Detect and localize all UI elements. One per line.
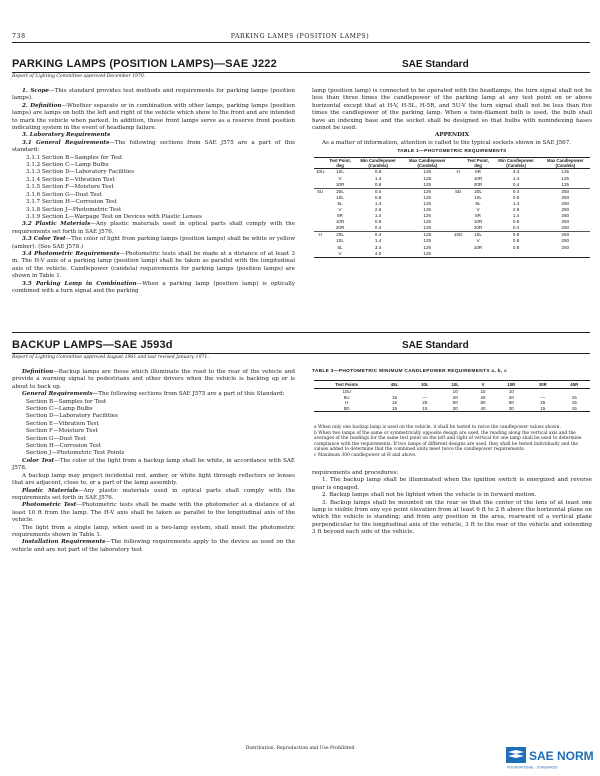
table1-cell: 5D (455, 188, 462, 194)
table1-cell (314, 225, 326, 232)
table3-cell: 15 (571, 400, 577, 406)
paragraph-text: —When a parking lamp (position lamp) is optically combined with a turn signal and the parking (12, 280, 295, 294)
table3-footnote: a When only one backup lamp is used on the vehicle, it shall be tested to twice the candlepower values shown. (314, 425, 561, 430)
paragraph (12, 473, 295, 488)
table3-cell: 15 (527, 406, 558, 412)
table3-cell: 25 (422, 400, 428, 406)
paragraph (12, 281, 295, 296)
paragraph (312, 477, 592, 492)
paragraph (12, 450, 295, 457)
section1-title: PARKING LAMPS (POSITION LAMPS)—SAE J222 (12, 58, 277, 70)
table3-header-cell: 45R (559, 381, 591, 389)
table1-cell: 3.4 (374, 244, 382, 250)
table1-header-cell: Test Point, deg (329, 158, 351, 169)
table1-cell (452, 251, 464, 258)
paragraph-text: 1. The backup lamp shall be illuminated when the ignition switch is energized and reverse gear is engaged. (312, 477, 592, 491)
table3-cell: 30 (496, 406, 527, 412)
table1-cell: 10L (336, 169, 344, 175)
table1-cell: 125 (561, 181, 570, 187)
paragraph-text: Section B—Samples for Test (26, 398, 107, 405)
section2-standard-label: SAE Standard (402, 340, 469, 351)
table1 (314, 157, 590, 258)
table1-header-cell: Min Candlepower (Candela) (498, 158, 534, 169)
paragraph-heading: 3.5 Parking Lamp in Combination (22, 280, 137, 287)
section1-title-rule (12, 72, 590, 73)
table1-cell: 4.0 (374, 250, 382, 256)
paragraph-text: —The following sections from SAE J575 are a part of this standard: (12, 139, 295, 154)
table1-cell: 250 (561, 194, 570, 200)
table3-cell: 10 (452, 389, 458, 394)
table3-cell: 15 (391, 394, 398, 400)
paragraph-text: 3.1.8 Section J—Photometric Test (26, 206, 122, 213)
table1-cell: 250 (561, 232, 570, 238)
table1-cell (464, 251, 491, 258)
table1-cell: 0.8 (374, 219, 382, 225)
paragraph-heading: Definition (22, 369, 54, 375)
table1-header-cell (452, 158, 464, 169)
paragraph (12, 399, 295, 406)
table3-cell: 15 (379, 406, 409, 412)
paragraph (12, 169, 295, 176)
paragraph (12, 413, 295, 420)
table3-cell: 5U (343, 394, 350, 400)
table3-footnotes (314, 425, 590, 459)
paragraph-text: —The following sections from SAE J575 are a part of this Standard: (92, 391, 285, 398)
table1-cell: 10L (336, 194, 344, 200)
paragraph-text: Section E—Vibration Test (26, 420, 99, 427)
table3-footnote: b When two lamps of the same or symmetrically opposite design are used, the reading along the vertical axis and the averages of the readings for the same test point on the left and right of vertical for one lamp shall be used to determine compliance with the requirements. If two lamps of different designs are used, they shall be tested individually and the values added to determine that the combined units meet twice the candlepower requirements. (314, 430, 582, 453)
table1-cell: 20L (336, 232, 344, 238)
paragraph-text: —The color of light from parking lamps (position lamps) shall be white or yellow (amber). (See SAE J578.) (12, 236, 295, 250)
section2-title: BACKUP LAMPS—SAE J593d (12, 339, 173, 351)
table1-cell: 250 (561, 238, 570, 244)
table1-cell: 125 (423, 169, 432, 175)
paragraph (12, 103, 295, 133)
table1-cell: 5L (337, 244, 343, 250)
table3-cell: 15 (391, 400, 398, 406)
paragraph-text: requirements and procedures: (312, 470, 399, 476)
paragraph-text: 3.1.9 Section L—Warpage Test on Devices with Plastic Lenses (26, 213, 202, 220)
paragraph-text: —Whether separate or in combination with other lamps, parking lamps (position lamps) are lamps on both the left and right of the vehicle which show to the front and are intended to mark the vehicle when parked. In addition, these front lamps serve as a reserve front position indicating system in the event of headlamp failure. (12, 102, 295, 132)
table1-row (314, 182, 590, 189)
paragraph-text: Section J—Photometric Test Points (26, 450, 125, 457)
paragraph (12, 428, 295, 435)
table1-cell: 125 (423, 225, 432, 231)
table1-cell: 1.4 (374, 238, 382, 244)
paragraph-heading: General Requirements (22, 391, 93, 398)
table1-cell: 250 (561, 219, 570, 225)
paragraph (12, 421, 295, 428)
table1-cell: 125 (423, 238, 432, 244)
section2-report-note: Report of Lighting Committee approved August 1961 and last revised January 1971. (12, 355, 209, 360)
table1-cell: 125 (423, 200, 432, 206)
paragraph-text: —The color of the light from a backup lamp shall be white, in accordance with SAE J578. (12, 457, 296, 472)
paragraph-heading: Installation Requirements (22, 539, 106, 546)
table1-header-cell: Max Candlepower (Candela) (546, 158, 584, 169)
table1-cell: 125 (423, 244, 432, 250)
table3-cell: 30 (440, 406, 470, 412)
table1-cell: V (338, 175, 342, 181)
table1-cell: 10U (316, 169, 325, 175)
paragraph (12, 207, 295, 214)
paragraph-heading: 3.4 Photometric Requirements (22, 250, 120, 257)
paragraph (12, 140, 295, 155)
paragraph (312, 492, 592, 499)
table3-cell: 50 (452, 400, 458, 406)
paragraph-text: 3.1.2 Section C—Lamp Bulbs (26, 162, 109, 169)
section2-right-column (312, 470, 592, 537)
table3-cell: 25 (540, 400, 546, 406)
table1-cell: 20L (336, 188, 344, 194)
table3-header-cell: Test Points (314, 381, 379, 389)
paragraph (12, 132, 295, 139)
paragraph-text: Section G—Dust Test (26, 435, 86, 442)
table1-cell: 5U (317, 188, 324, 194)
table1-cell: 250 (561, 225, 570, 231)
table1-cell: 10R (473, 219, 483, 225)
table1-cell: 125 (423, 175, 432, 181)
section-divider (12, 332, 590, 333)
paragraph (12, 502, 295, 524)
paragraph-text: —Backup lamps are those which illuminate the road to the rear of the vehicle and provide a warning signal to pedestrians and other drivers when the vehicle is backing up or is about to back up. (12, 369, 295, 390)
table1-cell: 250 (561, 200, 570, 206)
table3-footnote: c Maximum 300 candlepower at H and above. (314, 452, 417, 458)
table1-cell: 10R (335, 219, 345, 225)
table1-header-cell: Min Candlepower (Candela) (360, 158, 396, 169)
paragraph-text: Section H—Corrosion Test (26, 443, 102, 450)
table1-cell: 0.8 (512, 232, 520, 238)
paragraph (12, 406, 295, 413)
table3-cell: H (345, 400, 349, 406)
table1-cell: 125 (423, 194, 432, 200)
table1-cell (541, 251, 590, 258)
table3-row (314, 406, 590, 412)
table3-cell: — (422, 394, 428, 400)
paragraph-text: Section C—Lamp Bulbs (26, 406, 93, 413)
table1-cell: 0.8 (512, 238, 520, 244)
section1-report-note: Report of Lighting Committee approved December 1970. (12, 74, 146, 79)
paragraph-heading: Color Test (22, 457, 55, 464)
logo-subtext: INTERNATIONAL · STANDARDS (507, 765, 558, 770)
paragraph (12, 236, 295, 251)
paragraph-text: 3.1.3 Section D—Laboratory Facilities (26, 169, 134, 176)
table3-cell: 5D (314, 406, 379, 412)
paragraph (12, 539, 295, 554)
paragraph (12, 525, 295, 540)
table1-cell: 1.4 (512, 213, 520, 219)
table3-cell: 25 (480, 394, 486, 400)
table1-cell: 10L (474, 232, 482, 238)
table1-cell: 20R (335, 225, 345, 231)
table1-cell (452, 182, 464, 189)
table1-cell (314, 182, 326, 189)
table1-cell: 0.8 (374, 169, 382, 175)
paragraph (312, 470, 592, 477)
table1-cell: 20R (473, 225, 483, 231)
table1-cell: 1.4 (512, 175, 520, 181)
table3-cell: 15 (559, 406, 591, 412)
logo-text: SAE NORM (529, 749, 594, 763)
sae-logo-icon (506, 744, 596, 770)
table1-cell: 5R (337, 213, 343, 219)
paragraph-text: The light from a single lamp, when used in a two-lamp system, shall meet the photometric requirements shown in Table 1. (12, 524, 295, 538)
table1-cell: 125 (561, 175, 570, 181)
paragraph (12, 251, 295, 281)
table1-cell: 10L (474, 194, 482, 200)
table3-header-cell: 10R (496, 381, 527, 389)
table1-cell: V (338, 250, 342, 256)
paragraph-text: 2. Backup lamps shall not be lighted when the vehicle is in forward motion. (322, 492, 537, 499)
paragraph (312, 132, 592, 139)
table1-cell: 0.8 (512, 194, 520, 200)
table1-cell: 125 (423, 181, 432, 187)
paragraph-text: —The following requirements apply to the device as used on the vehicle and are not part of the laboratory test (12, 539, 295, 553)
table3-cell: 15 (480, 389, 486, 394)
paragraph (12, 88, 295, 103)
table3-cell: 80 (480, 400, 486, 406)
paragraph-text: 3.1.4 Section E—Vibration Test (26, 176, 115, 183)
table1-cell: 1.4 (374, 213, 382, 219)
table3-cell: 15 (410, 406, 440, 412)
table1-cell: 125 (423, 219, 432, 225)
table1-row (314, 169, 590, 176)
table1-cell: H (318, 232, 322, 238)
paragraph-heading: Photometric Test (22, 502, 77, 509)
table1-cell: 0.4 (512, 181, 520, 187)
table1-cell: 125 (423, 188, 432, 194)
paragraph-text: 3.1.5 Section F—Moisture Test (26, 184, 114, 191)
table3-title: TABLE 3—PHOTOMETRIC MINIMUM CANDLEPOWER REQUIREMENTS a, b, c (312, 369, 508, 374)
section1-standard-label: SAE Standard (402, 59, 469, 70)
table1-cell: 250 (561, 188, 570, 194)
paragraph (12, 184, 295, 191)
paragraph (12, 436, 295, 443)
table1-cell: 250 (561, 206, 570, 212)
table1-cell: 0.8 (374, 181, 382, 187)
paragraph-heading: 3.3 Color Test (22, 236, 66, 243)
paragraph-text: 3. Backup lamps shall be mounted on the rear so that the center of the lens of at least one lamp is visible from any eye point elevation from at least 6 ft to 2 ft above the horizontal plane on which the vehicle is standing; and from any position in the area, rearward of a vertical plane perpendicular to the longitudinal axis of the vehicle, 3 ft to the rear of the vehicle and extending 3 ft beyond each side of the vehicle. (312, 499, 592, 536)
table1-row (314, 225, 590, 232)
table3-cell: 20 (452, 394, 458, 400)
paragraph (312, 140, 592, 147)
section2-left-column (12, 369, 295, 554)
table1-header-cell (314, 158, 326, 169)
paragraph-text: 3.1.1 Section B—Samples for Test (26, 154, 123, 161)
paragraph-text: —Photometric tests shall be made with the photometer at a distance of at least 10 ft from the lamp. The H-V axis shall be taken as parallel to the longitudinal axis of the vehicle. (12, 502, 295, 524)
table1-cell: 10L (336, 238, 344, 244)
paragraph-text: —Photometric tests shall be made at a distance of at least 3 m. The H-V axis of a parking lamp (position lamp) shall be taken as parallel with the longitudinal axis of the vehicle. Candlepower (candela) requirements for parking lamps (position lamps) are shown in Table 1. (12, 250, 295, 280)
table3-header-cell: 45L (379, 381, 409, 389)
paragraph (312, 88, 592, 132)
paragraph-text: APPENDIX (435, 132, 469, 139)
paragraph (12, 199, 295, 206)
table1-cell: 10R (473, 175, 483, 181)
table1-cell: V (476, 238, 480, 244)
section1-right-column (312, 88, 592, 147)
table1-cell: 3.4 (512, 169, 520, 175)
table1-cell: 1.4 (374, 175, 382, 181)
table1-cell: 0.4 (512, 188, 520, 194)
paragraph-text: —Any plastic materials used in optical parts shall comply with the requirements set forth in SAE J576. (12, 487, 296, 501)
table3-cell: 40 (470, 406, 495, 412)
table1-cell: 125 (423, 213, 432, 219)
table1-cell: 1.4 (512, 200, 520, 206)
table3-cell: — (540, 394, 546, 400)
table3-cell: 15 (571, 394, 577, 400)
paragraph-text: Section F—Moisture Test (26, 428, 98, 435)
table1-cell: 125 (561, 169, 570, 175)
table1-cell: 5R (475, 213, 481, 219)
table1-cell: 20R (473, 181, 483, 187)
paragraph-text: —This standard provides test methods and requirements for parking lamps (position lamps). (12, 88, 295, 102)
table1-row (314, 232, 590, 239)
section2-title-rule (12, 353, 590, 354)
paragraph-text: —Any plastic materials used in optical parts shall comply with the requirements set forth in SAE J576. (12, 221, 295, 235)
table3-header-cell: 10L (440, 381, 470, 389)
table1-cell: 1.4 (374, 200, 382, 206)
table3-cell: 10 (508, 389, 514, 394)
table1-cell: 125 (423, 232, 432, 238)
table1-cell: 125 (423, 206, 432, 212)
paragraph (12, 162, 295, 169)
page-number: 738 (12, 33, 26, 40)
footer-note: Distribution, Reproduction and Use Prohibited (245, 746, 355, 751)
table3-header-cell: 30L (410, 381, 440, 389)
table1-row (314, 188, 590, 195)
table3 (314, 380, 590, 412)
paragraph-heading: 3.1 General Requirements (22, 139, 110, 146)
table1-cell: 0.4 (374, 188, 382, 194)
paragraph (12, 155, 295, 162)
table1-cell: 250 (561, 244, 570, 250)
paragraph (12, 443, 295, 450)
paragraph (312, 500, 592, 537)
paragraph-text: 3.1.6 Section G—Dust Test (26, 191, 102, 198)
table1-cell: 0.8 (374, 194, 382, 200)
table1-cell: 0.4 (374, 232, 382, 238)
sae-norm-logo (506, 744, 596, 770)
table1-cell: 5L (337, 200, 343, 206)
running-title: PARKING LAMPS (POSITION LAMPS) (230, 33, 370, 40)
paragraph-heading: 3.2 Plastic Materials (22, 221, 91, 228)
paragraph (12, 214, 295, 221)
paragraph-heading: 2. Definition (22, 102, 62, 109)
section1-left-column (12, 88, 295, 295)
table3-header-cell: 30R (527, 381, 558, 389)
table1-row (314, 251, 590, 258)
table1-cell (452, 225, 464, 232)
table1-cell: 2.6 (512, 206, 520, 212)
table1-cell: V (476, 206, 480, 212)
table1-cell: 2.6 (374, 206, 382, 212)
table1-cell: 0.4 (512, 225, 520, 231)
table1-cell: 5R (475, 169, 481, 175)
paragraph (12, 488, 295, 503)
paragraph (12, 177, 295, 184)
paragraph (12, 391, 295, 398)
table1-cell (314, 251, 326, 258)
table3-cell: 20 (508, 394, 514, 400)
paragraph (12, 458, 295, 473)
paragraph (12, 221, 295, 236)
paragraph-heading: 3. Laboratory Requirements (22, 132, 111, 139)
table1-cell: H (456, 169, 460, 175)
table1-cell: 20L (474, 188, 482, 194)
table1-cell: 10R (473, 244, 483, 250)
table1-cell: 0.8 (512, 244, 520, 250)
header-rule (12, 42, 590, 43)
table1-header-cell: Max Candlepower (Candela) (408, 158, 446, 169)
table3-cell: 10U (342, 389, 351, 394)
table1-cell: 0.4 (374, 225, 382, 231)
table3-header-cell: V (470, 381, 495, 389)
table1-header-cell: Test Point, deg (467, 158, 489, 169)
table1-cell: 10D (453, 232, 463, 238)
table1-cell: 125 (423, 250, 432, 256)
paragraph-heading: 1. Scope (22, 88, 49, 94)
paragraph-text: lamp (position lamp) is connected to be operated with the headlamps, the turn signal shall not be less than three times the candlepower of the parking lamp at any test point on or above horizontal except that at H-V, H-5L, H-5R, and 5U-V the turn signal shall not be less than five times the candlepower of the parking lamp. When a twin-filament bulb is used, the bulb shall have an indexing base and the socket shall be designed so that bulbs with nonindexing bases cannot be used. (312, 88, 592, 132)
paragraph (12, 369, 295, 391)
paragraph-text: Section D—Laboratory Facilities (26, 413, 118, 420)
paragraph-text: 3.1.7 Section H—Corrosion Test (26, 199, 118, 206)
table3-cell: 50 (508, 400, 514, 406)
table1-cell: 0.8 (512, 219, 520, 225)
paragraph-text: A backup lamp may project incidental red, amber, or white light through reflectors or lenses that are adjacent, close to, or a part of the lamp assembly. (12, 472, 295, 487)
table1-title: TABLE 1—PHOTOMETRIC REQUIREMENTS (397, 149, 507, 154)
table1-cell: 5L (475, 200, 481, 206)
table1-cell: V (338, 206, 342, 212)
table1-cell: 10R (335, 181, 345, 187)
table1-cell (492, 251, 541, 258)
paragraph (12, 192, 295, 199)
table1-cell: 250 (561, 213, 570, 219)
paragraph-heading: Plastic Materials (22, 487, 79, 494)
paragraph-text: As a matter of information, attention is called to the typical sockets shown in SAE J567. (322, 139, 572, 146)
